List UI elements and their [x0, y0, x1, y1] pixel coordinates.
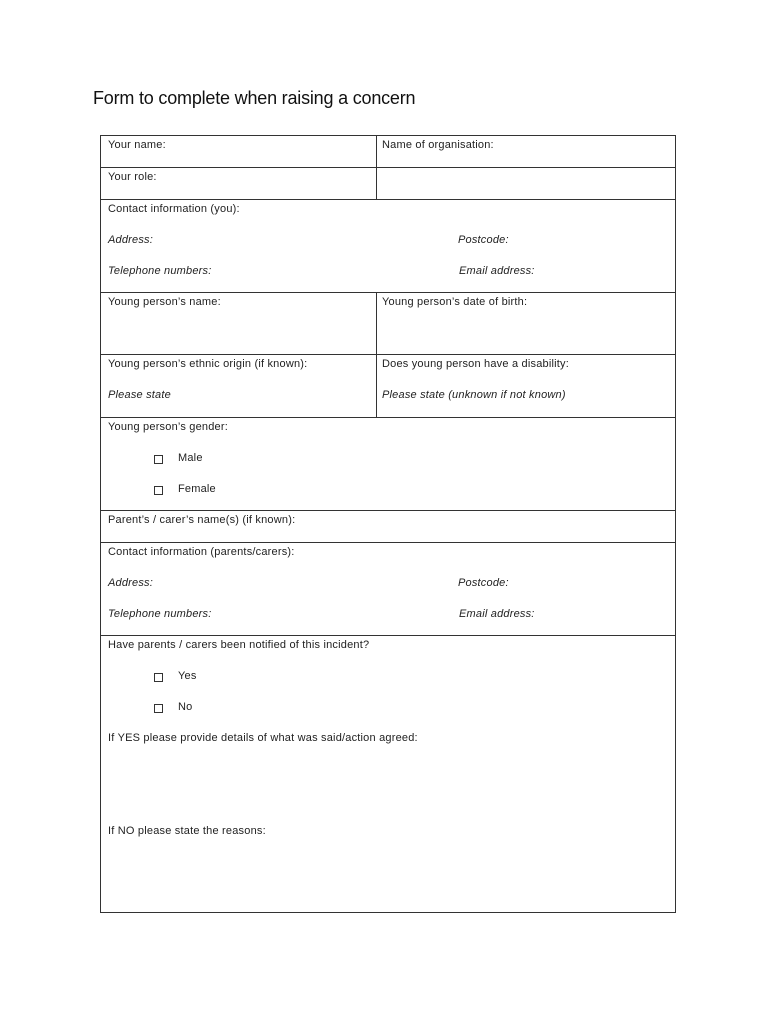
row-contact-you	[101, 199, 675, 293]
row-ethnic-disability	[101, 354, 675, 418]
org-name-label: Name of organisation:	[382, 139, 494, 151]
if-yes-details-area[interactable]	[108, 751, 668, 821]
contact-parents-cell[interactable]	[101, 543, 675, 636]
yp-disability-cell[interactable]	[376, 355, 675, 418]
role-blank-cell[interactable]	[376, 168, 675, 200]
row-gender	[101, 417, 675, 511]
telephone-label: Telephone numbers:	[108, 265, 212, 277]
yp-gender-label: Young person’s gender:	[108, 421, 228, 433]
yes-checkbox[interactable]	[154, 673, 163, 682]
yp-disability-label: Does young person have a disability:	[382, 358, 569, 370]
your-name-cell[interactable]	[101, 136, 377, 167]
form-title: Form to complete when raising a concern	[93, 88, 416, 108]
your-role-cell[interactable]	[101, 168, 377, 200]
parent-name-label: Parent’s / carer’s name(s) (if known):	[108, 514, 296, 526]
yp-dob-label: Young person’s date of birth:	[382, 296, 528, 308]
row-notified	[101, 635, 675, 913]
if-no-reasons-area[interactable]	[108, 844, 668, 906]
parent-postcode-label: Postcode:	[458, 577, 509, 589]
yp-ethnic-cell[interactable]	[101, 355, 377, 418]
contact-you-cell[interactable]	[101, 200, 675, 293]
yes-label: Yes	[178, 670, 197, 682]
your-name-label: Your name:	[108, 139, 166, 151]
row-role	[101, 167, 675, 200]
please-state-label: Please state	[108, 389, 171, 401]
contact-you-label: Contact information (you):	[108, 203, 240, 215]
please-state-unknown-label: Please state (unknown if not known)	[382, 389, 566, 401]
org-name-cell[interactable]	[376, 136, 675, 167]
female-label: Female	[178, 483, 216, 495]
yp-name-cell[interactable]	[101, 293, 377, 355]
row-contact-parents	[101, 542, 675, 636]
your-role-label: Your role:	[108, 171, 157, 183]
address-label: Address:	[108, 234, 154, 246]
yp-ethnic-label: Young person’s ethnic origin (if known):	[108, 358, 308, 370]
female-checkbox[interactable]	[154, 486, 163, 495]
gender-cell	[101, 418, 675, 511]
parent-telephone-label: Telephone numbers:	[108, 608, 212, 620]
male-label: Male	[178, 452, 203, 464]
if-no-label: If NO please state the reasons:	[108, 825, 266, 837]
row-yp-name-dob	[101, 292, 675, 355]
male-checkbox[interactable]	[154, 455, 163, 464]
no-label: No	[178, 701, 193, 713]
parent-email-label: Email address:	[459, 608, 535, 620]
parent-address-label: Address:	[108, 577, 154, 589]
yp-dob-cell[interactable]	[376, 293, 675, 355]
no-checkbox[interactable]	[154, 704, 163, 713]
email-label: Email address:	[459, 265, 535, 277]
row-parent-name	[101, 510, 675, 543]
concern-form	[100, 135, 676, 913]
postcode-label: Postcode:	[458, 234, 509, 246]
notified-cell	[101, 636, 675, 913]
notified-label: Have parents / carers been notified of this incident?	[108, 639, 370, 651]
contact-parents-label: Contact information (parents/carers):	[108, 546, 295, 558]
row-name-org	[101, 136, 675, 167]
if-yes-label: If YES please provide details of what was said/action agreed:	[108, 732, 418, 744]
yp-name-label: Young person’s name:	[108, 296, 221, 308]
parent-name-cell[interactable]	[101, 511, 675, 543]
